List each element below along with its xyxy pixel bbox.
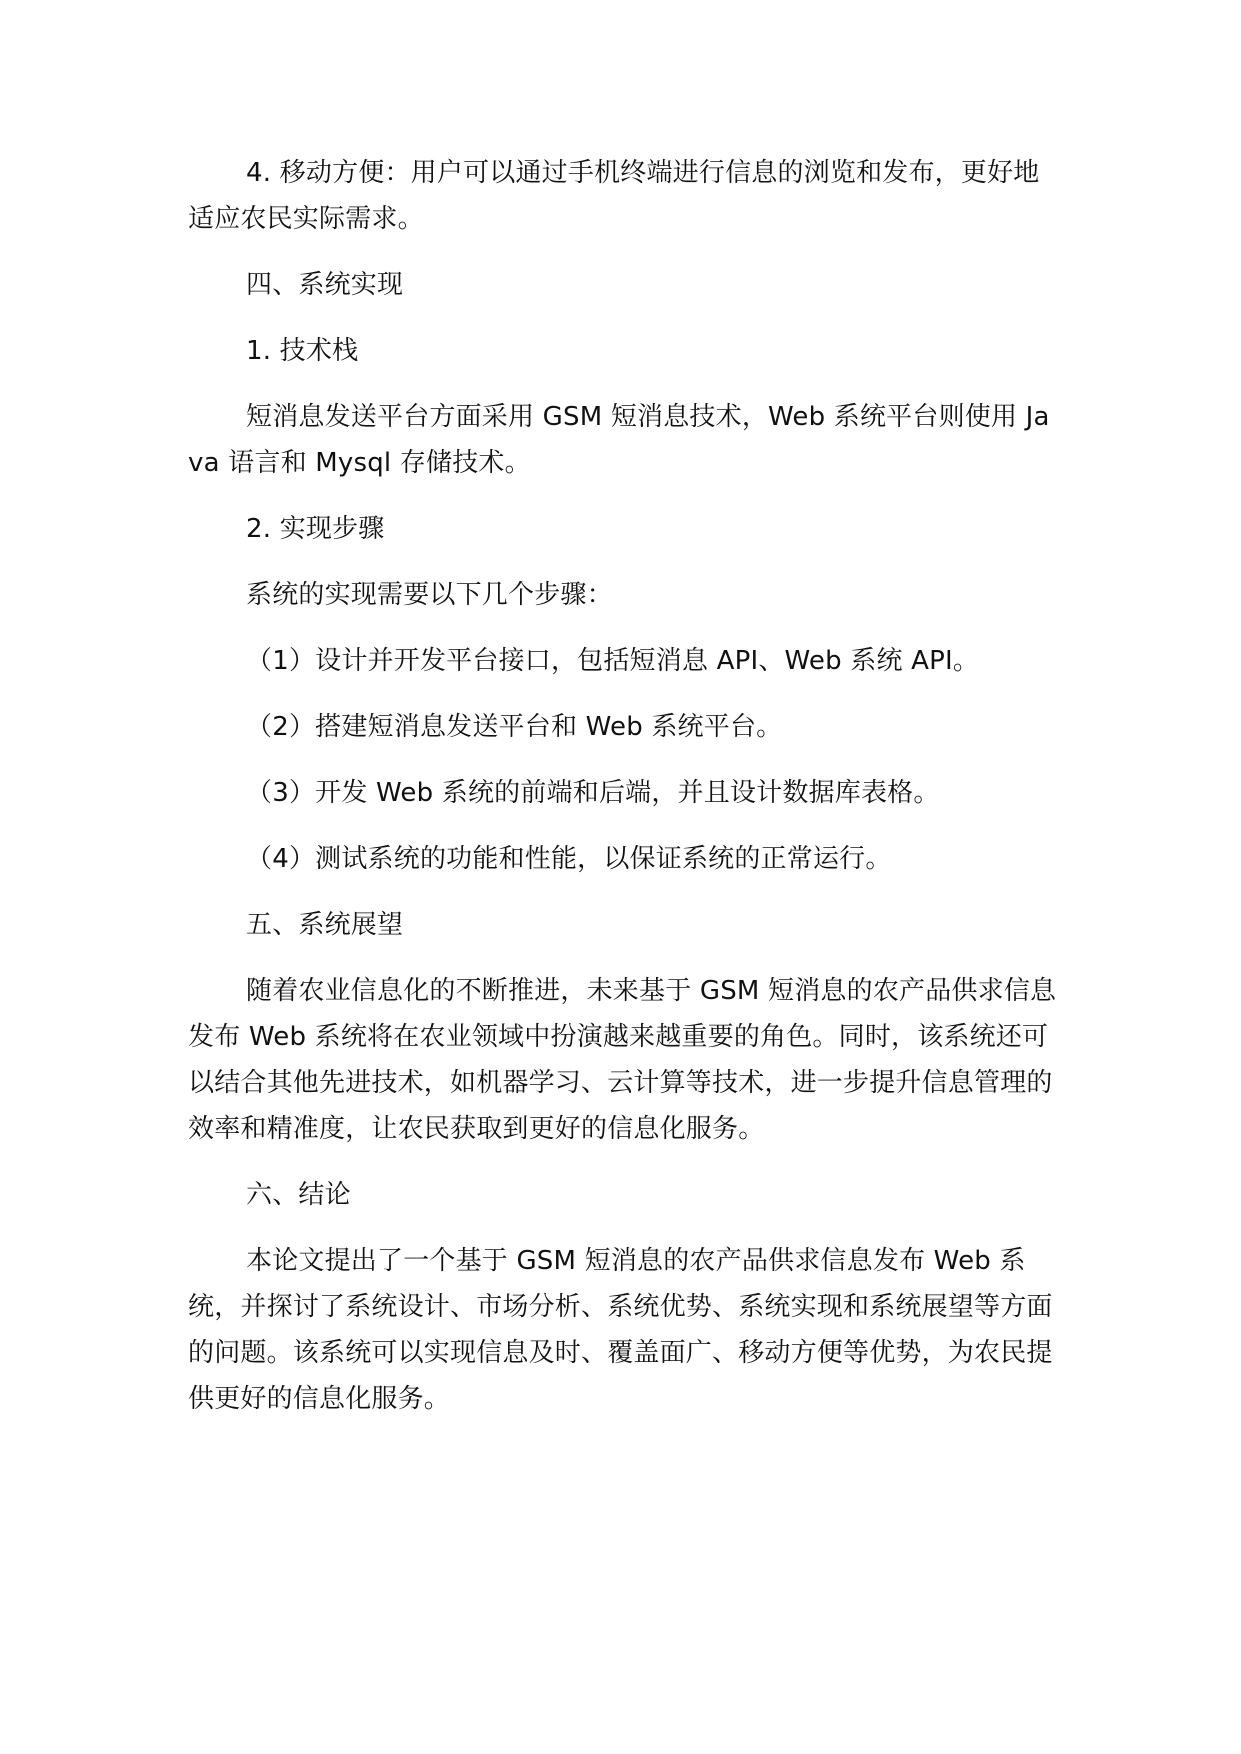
paragraph-conclusion: 本论文提出了一个基于 GSM 短消息的农产品供求信息发布 Web 系统，并探讨了系统设计、市场分析、系统优势、系统实现和系统展望等方面的问题。该系统可以实现信息及时、覆盖面广、移动方便等优势，为农民提供更好的信息化服务。	[188, 1246, 1053, 1414]
document-body	[188, 150, 1058, 1442]
section-heading-conclusion: 六、结论	[246, 1180, 351, 1210]
section-heading-outlook: 五、系统展望	[246, 910, 404, 940]
step-item-2: （2）搭建短消息发送平台和 Web 系统平台。	[246, 712, 783, 742]
paragraph-outlook: 随着农业信息化的不断推进，未来基于 GSM 短消息的农产品供求信息发布 Web 系统将在农业领域中扮演越来越重要的角色。同时，该系统还可以结合其他先进技术，如机器学习、云计算等技术，进一步提升信息管理的效率和精准度，让农民获取到更好的信息化服务。	[188, 976, 1057, 1144]
step-item-1: （1）设计并开发平台接口，包括短消息 API、Web 系统 API。	[246, 646, 980, 676]
subheading-tech-stack: 1. 技术栈	[246, 336, 359, 366]
section-heading-implementation: 四、系统实现	[246, 270, 404, 300]
subheading-steps: 2. 实现步骤	[246, 514, 385, 544]
paragraph-mobile-convenience: 4. 移动方便：用户可以通过手机终端进行信息的浏览和发布，更好地适应农民实际需求。	[188, 158, 1040, 234]
paragraph-tech-stack: 短消息发送平台方面采用 GSM 短消息技术，Web 系统平台则使用 Java 语言和 Mysql 存储技术。	[188, 402, 1050, 478]
paragraph-steps-intro: 系统的实现需要以下几个步骤：	[246, 580, 613, 610]
step-item-3: （3）开发 Web 系统的前端和后端，并且设计数据库表格。	[246, 778, 940, 808]
step-item-4: （4）测试系统的功能和性能，以保证系统的正常运行。	[246, 844, 892, 874]
